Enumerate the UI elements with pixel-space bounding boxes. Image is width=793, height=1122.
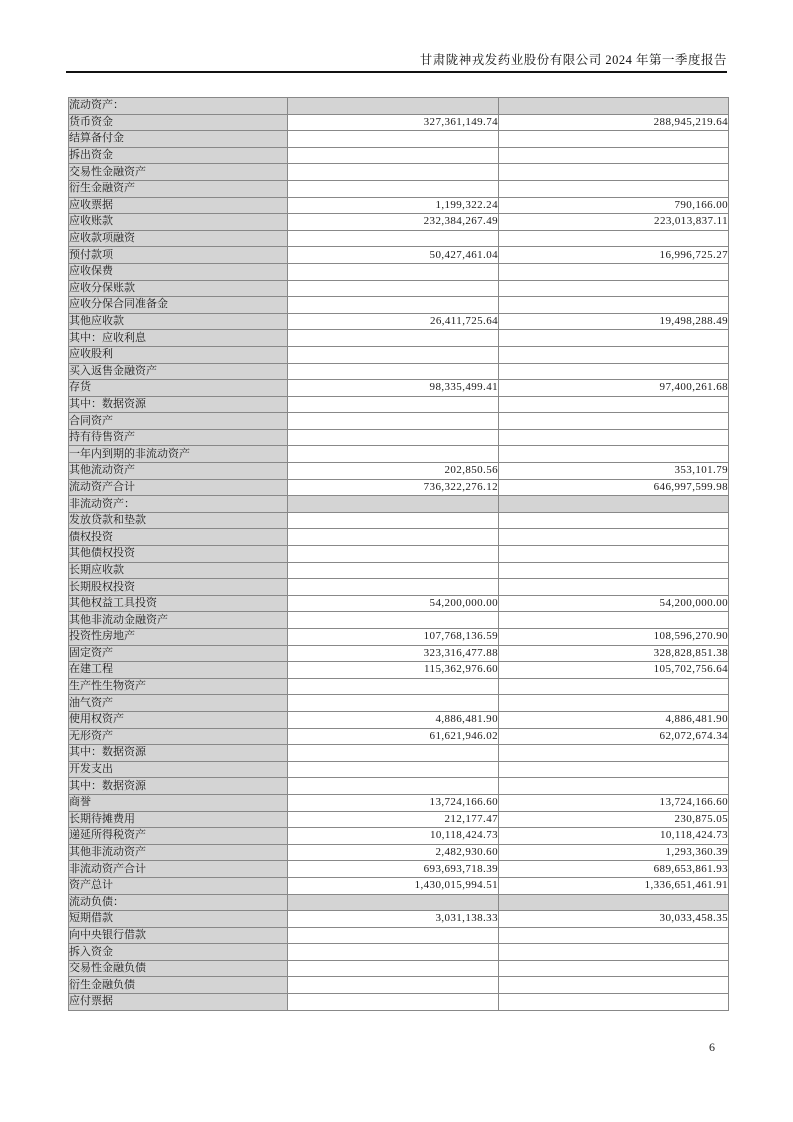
table-row (69, 678, 729, 695)
table-row (69, 396, 729, 413)
row-label: 其他非流动金融资产 (69, 612, 288, 629)
table-row (69, 131, 729, 148)
row-label: 拆出资金 (69, 147, 288, 164)
value-period-begin (499, 413, 729, 430)
value-period-end (288, 778, 499, 795)
table-row (69, 147, 729, 164)
value-period-end: 3,031,138.33 (288, 911, 499, 928)
value-period-begin (499, 927, 729, 944)
table-row (69, 994, 729, 1011)
value-period-begin: 1,336,651,461.91 (499, 877, 729, 894)
value-period-begin (499, 546, 729, 563)
value-period-begin (499, 280, 729, 297)
value-period-begin: 230,875.05 (499, 811, 729, 828)
value-period-begin (499, 98, 729, 115)
row-label: 资产总计 (69, 877, 288, 894)
row-label: 应收分保账款 (69, 280, 288, 297)
table-row (69, 977, 729, 994)
row-label: 短期借款 (69, 911, 288, 928)
row-label: 衍生金融负债 (69, 977, 288, 994)
value-period-end: 1,199,322.24 (288, 197, 499, 214)
table-row (69, 861, 729, 878)
table-row (69, 180, 729, 197)
value-period-begin: 30,033,458.35 (499, 911, 729, 928)
table-row (69, 662, 729, 679)
value-period-begin: 689,653,861.93 (499, 861, 729, 878)
table-row (69, 761, 729, 778)
value-period-end: 26,411,725.64 (288, 313, 499, 330)
value-period-end (288, 98, 499, 115)
value-period-begin (499, 263, 729, 280)
table-row (69, 546, 729, 563)
value-period-begin (499, 496, 729, 513)
value-period-begin: 790,166.00 (499, 197, 729, 214)
table-row (69, 944, 729, 961)
value-period-begin (499, 977, 729, 994)
value-period-begin (499, 446, 729, 463)
row-label: 流动资产： (69, 98, 288, 115)
value-period-end: 232,384,267.49 (288, 214, 499, 231)
table-row (69, 346, 729, 363)
value-period-begin (499, 944, 729, 961)
row-label: 长期应收款 (69, 562, 288, 579)
value-period-begin (499, 429, 729, 446)
value-period-end (288, 927, 499, 944)
table-row (69, 164, 729, 181)
value-period-end: 2,482,930.60 (288, 844, 499, 861)
value-period-begin (499, 297, 729, 314)
value-period-end (288, 994, 499, 1011)
table-row (69, 280, 729, 297)
value-period-end (288, 960, 499, 977)
row-label: 非流动资产合计 (69, 861, 288, 878)
value-period-end (288, 180, 499, 197)
row-label: 应收款项融资 (69, 230, 288, 247)
row-label: 应付票据 (69, 994, 288, 1011)
value-period-begin (499, 396, 729, 413)
table-row (69, 230, 729, 247)
value-period-end: 115,362,976.60 (288, 662, 499, 679)
row-label: 预付款项 (69, 247, 288, 264)
table-row (69, 745, 729, 762)
value-period-begin: 1,293,360.39 (499, 844, 729, 861)
table-row (69, 463, 729, 480)
value-period-end: 736,322,276.12 (288, 479, 499, 496)
value-period-begin (499, 131, 729, 148)
value-period-end: 323,316,477.88 (288, 645, 499, 662)
table-row (69, 629, 729, 646)
row-label: 其他流动资产 (69, 463, 288, 480)
row-label: 应收分保合同准备金 (69, 297, 288, 314)
value-period-begin (499, 761, 729, 778)
row-label: 应收股利 (69, 346, 288, 363)
table-row (69, 496, 729, 513)
balance-sheet-table (68, 97, 729, 1011)
value-period-begin: 19,498,288.49 (499, 313, 729, 330)
value-period-begin (499, 363, 729, 380)
table-row (69, 877, 729, 894)
value-period-end: 61,621,946.02 (288, 728, 499, 745)
row-label: 一年内到期的非流动资产 (69, 446, 288, 463)
value-period-begin: 62,072,674.34 (499, 728, 729, 745)
value-period-begin: 353,101.79 (499, 463, 729, 480)
table-row (69, 612, 729, 629)
value-period-end (288, 413, 499, 430)
value-period-begin: 288,945,219.64 (499, 114, 729, 131)
table-row (69, 927, 729, 944)
row-label: 其他应收款 (69, 313, 288, 330)
value-period-begin: 108,596,270.90 (499, 629, 729, 646)
row-label: 油气资产 (69, 695, 288, 712)
row-label: 无形资产 (69, 728, 288, 745)
value-period-begin (499, 678, 729, 695)
table-row (69, 114, 729, 131)
table-row (69, 711, 729, 728)
value-period-begin: 328,828,851.38 (499, 645, 729, 662)
value-period-begin (499, 778, 729, 795)
row-label: 生产性生物资产 (69, 678, 288, 695)
value-period-end (288, 761, 499, 778)
value-period-end: 10,118,424.73 (288, 828, 499, 845)
row-label: 长期待摊费用 (69, 811, 288, 828)
table-row (69, 695, 729, 712)
value-period-end (288, 131, 499, 148)
row-label: 其他非流动资产 (69, 844, 288, 861)
table-row (69, 728, 729, 745)
table-row (69, 562, 729, 579)
row-label: 交易性金融资产 (69, 164, 288, 181)
header-divider-rule (66, 71, 727, 73)
value-period-begin (499, 612, 729, 629)
row-label: 存货 (69, 380, 288, 397)
value-period-end (288, 579, 499, 596)
table-row (69, 595, 729, 612)
value-period-end (288, 546, 499, 563)
table-row (69, 529, 729, 546)
row-label: 买入返售金融资产 (69, 363, 288, 380)
row-label: 固定资产 (69, 645, 288, 662)
value-period-begin (499, 960, 729, 977)
table-row (69, 214, 729, 231)
row-label: 其中：应收利息 (69, 330, 288, 347)
value-period-begin: 54,200,000.00 (499, 595, 729, 612)
value-period-begin (499, 346, 729, 363)
value-period-end (288, 346, 499, 363)
value-period-begin: 97,400,261.68 (499, 380, 729, 397)
value-period-end (288, 695, 499, 712)
value-period-end (288, 894, 499, 911)
value-period-end (288, 529, 499, 546)
table-row (69, 263, 729, 280)
table-row (69, 380, 729, 397)
value-period-end (288, 496, 499, 513)
table-row (69, 512, 729, 529)
value-period-end: 54,200,000.00 (288, 595, 499, 612)
value-period-begin (499, 512, 729, 529)
value-period-end: 202,850.56 (288, 463, 499, 480)
value-period-end (288, 977, 499, 994)
value-period-begin (499, 745, 729, 762)
value-period-end: 98,335,499.41 (288, 380, 499, 397)
row-label: 非流动资产： (69, 496, 288, 513)
value-period-end (288, 164, 499, 181)
row-label: 应收账款 (69, 214, 288, 231)
value-period-end (288, 147, 499, 164)
value-period-end: 13,724,166.60 (288, 794, 499, 811)
value-period-begin (499, 562, 729, 579)
row-label: 发放贷款和垫款 (69, 512, 288, 529)
value-period-begin (499, 180, 729, 197)
row-label: 开发支出 (69, 761, 288, 778)
value-period-end (288, 429, 499, 446)
value-period-begin: 16,996,725.27 (499, 247, 729, 264)
row-label: 在建工程 (69, 662, 288, 679)
table-row (69, 297, 729, 314)
value-period-begin: 10,118,424.73 (499, 828, 729, 845)
table-row (69, 330, 729, 347)
value-period-end (288, 678, 499, 695)
table-row (69, 960, 729, 977)
row-label: 长期股权投资 (69, 579, 288, 596)
value-period-begin (499, 147, 729, 164)
value-period-begin: 105,702,756.64 (499, 662, 729, 679)
value-period-end (288, 512, 499, 529)
value-period-end (288, 745, 499, 762)
row-label: 投资性房地产 (69, 629, 288, 646)
table-row (69, 247, 729, 264)
value-period-end (288, 297, 499, 314)
row-label: 使用权资产 (69, 711, 288, 728)
row-label: 持有待售资产 (69, 429, 288, 446)
value-period-begin: 223,013,837.11 (499, 214, 729, 231)
row-label: 递延所得税资产 (69, 828, 288, 845)
row-label: 其中：数据资源 (69, 396, 288, 413)
row-label: 商誉 (69, 794, 288, 811)
value-period-end: 693,693,718.39 (288, 861, 499, 878)
table-row (69, 778, 729, 795)
value-period-begin (499, 579, 729, 596)
row-label: 其中：数据资源 (69, 778, 288, 795)
value-period-end (288, 263, 499, 280)
value-period-end (288, 446, 499, 463)
table-row (69, 446, 729, 463)
value-period-begin (499, 695, 729, 712)
value-period-begin (499, 529, 729, 546)
value-period-end (288, 612, 499, 629)
table-row (69, 413, 729, 430)
row-label: 其他债权投资 (69, 546, 288, 563)
value-period-end: 327,361,149.74 (288, 114, 499, 131)
row-label: 其中：数据资源 (69, 745, 288, 762)
value-period-end (288, 230, 499, 247)
table-row (69, 429, 729, 446)
table-row (69, 479, 729, 496)
table-row (69, 363, 729, 380)
report-header-title: 甘肃陇神戎发药业股份有限公司 2024 年第一季度报告 (419, 53, 727, 67)
row-label: 应收保费 (69, 263, 288, 280)
table-row (69, 98, 729, 115)
row-label: 流动负债： (69, 894, 288, 911)
page-number: 6 (709, 1040, 715, 1054)
row-label: 拆入资金 (69, 944, 288, 961)
table-row (69, 911, 729, 928)
row-label: 应收票据 (69, 197, 288, 214)
row-label: 流动资产合计 (69, 479, 288, 496)
table-row (69, 794, 729, 811)
value-period-begin (499, 230, 729, 247)
value-period-begin (499, 330, 729, 347)
value-period-end (288, 562, 499, 579)
row-label: 其他权益工具投资 (69, 595, 288, 612)
value-period-end (288, 363, 499, 380)
table-row (69, 844, 729, 861)
table-row (69, 645, 729, 662)
value-period-end: 1,430,015,994.51 (288, 877, 499, 894)
row-label: 债权投资 (69, 529, 288, 546)
row-label: 向中央银行借款 (69, 927, 288, 944)
table-row (69, 197, 729, 214)
value-period-end (288, 330, 499, 347)
value-period-end: 107,768,136.59 (288, 629, 499, 646)
row-label: 合同资产 (69, 413, 288, 430)
value-period-begin (499, 164, 729, 181)
row-label: 结算备付金 (69, 131, 288, 148)
value-period-end (288, 396, 499, 413)
row-label: 交易性金融负债 (69, 960, 288, 977)
value-period-end: 50,427,461.04 (288, 247, 499, 264)
value-period-end (288, 944, 499, 961)
value-period-begin: 646,997,599.98 (499, 479, 729, 496)
value-period-end (288, 280, 499, 297)
value-period-begin: 4,886,481.90 (499, 711, 729, 728)
table-row (69, 313, 729, 330)
value-period-end: 4,886,481.90 (288, 711, 499, 728)
value-period-begin (499, 894, 729, 911)
table-row (69, 894, 729, 911)
value-period-begin (499, 994, 729, 1011)
balance-sheet-body (69, 98, 729, 1011)
value-period-end: 212,177.47 (288, 811, 499, 828)
value-period-begin: 13,724,166.60 (499, 794, 729, 811)
row-label: 衍生金融资产 (69, 180, 288, 197)
table-row (69, 828, 729, 845)
table-row (69, 579, 729, 596)
table-row (69, 811, 729, 828)
row-label: 货币资金 (69, 114, 288, 131)
